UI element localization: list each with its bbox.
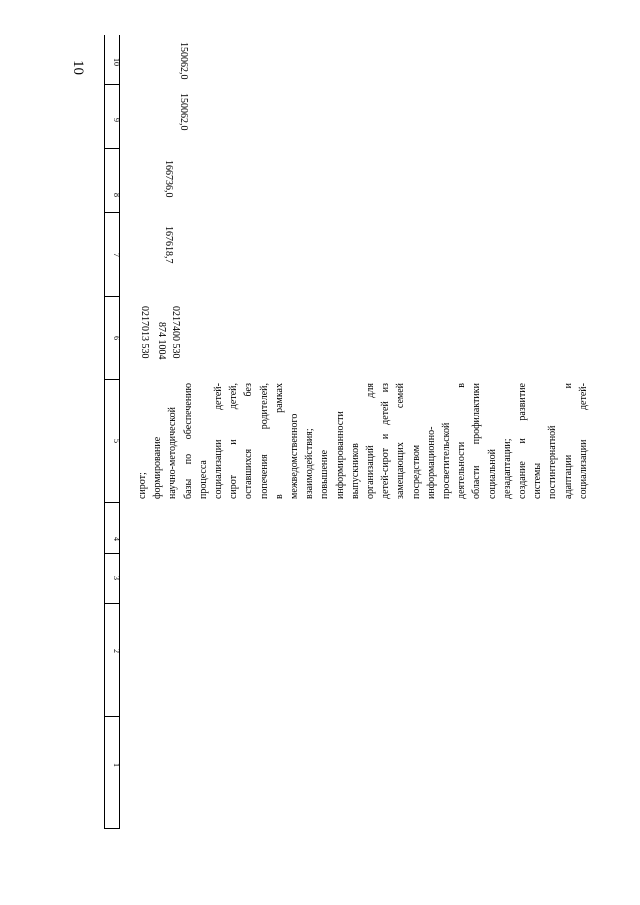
col5-line: формирование xyxy=(152,436,164,499)
col5-line: создание и развитие xyxy=(517,383,528,499)
col5-line: системы xyxy=(532,462,544,499)
col5-line: организаций для xyxy=(365,383,376,499)
col5-line: социальной xyxy=(486,449,498,499)
header-col-3: 3 xyxy=(112,576,121,580)
col5-line: социализации детей- xyxy=(213,383,224,499)
col5-line: оставшихся без xyxy=(243,383,255,499)
col6-code-line-3: 0217400 530 xyxy=(170,306,181,359)
col5-line: детей-сирот и детей из xyxy=(380,383,392,499)
page-number: 10 xyxy=(70,60,86,75)
col5-line: сирот; xyxy=(137,472,148,499)
col6-code-line-1: 0217013 530 xyxy=(139,306,150,359)
col6-code-line-2: 874 1004 xyxy=(156,322,167,360)
col8-value: 166736,0 xyxy=(163,160,174,198)
col5-line: постинтернатной xyxy=(547,425,559,499)
col5-line: попечения родителей, xyxy=(258,383,270,499)
header-col-1: 1 xyxy=(112,763,121,767)
header-col-10: 10 xyxy=(112,58,121,66)
col9-value: 150062,0 xyxy=(178,93,189,131)
header-col-2: 2 xyxy=(112,649,121,653)
col5-line: сирот и детей, xyxy=(228,383,240,499)
header-col-7: 7 xyxy=(112,253,121,257)
col5-line: базы по обеспечению xyxy=(182,383,194,499)
header-col-5: 5 xyxy=(112,439,121,443)
col7-value: 167618,7 xyxy=(163,226,174,264)
col5-line: области профилактики xyxy=(471,383,483,499)
col5-line: дезадаптации; xyxy=(501,438,513,499)
col10-value: 150062,0 xyxy=(178,42,189,80)
col5-line: информированности xyxy=(334,411,346,499)
col5-line: социализации детей- xyxy=(577,383,589,499)
col5-line: информационно- xyxy=(425,426,437,499)
header-col-9: 9 xyxy=(112,118,121,122)
header-col-4: 4 xyxy=(112,537,121,541)
col5-line: просветительской xyxy=(441,422,452,499)
col5-line: замещающих семей xyxy=(395,383,407,499)
col5-line: научно-методической xyxy=(167,406,179,499)
header-col-8: 8 xyxy=(112,193,121,197)
col5-line: повышение xyxy=(319,449,331,499)
col5-line: процесса xyxy=(197,460,209,499)
col5-line: в рамках xyxy=(273,383,285,499)
col5-line: взаимодействия; xyxy=(304,428,316,499)
col5-line: адаптации и xyxy=(562,383,574,499)
col5-line: посредством xyxy=(410,444,422,499)
col5-line: выпускников xyxy=(349,443,361,499)
header-col-6: 6 xyxy=(112,336,121,340)
col5-line: межведомственного xyxy=(289,413,300,499)
col5-line: деятельности в xyxy=(456,383,468,499)
